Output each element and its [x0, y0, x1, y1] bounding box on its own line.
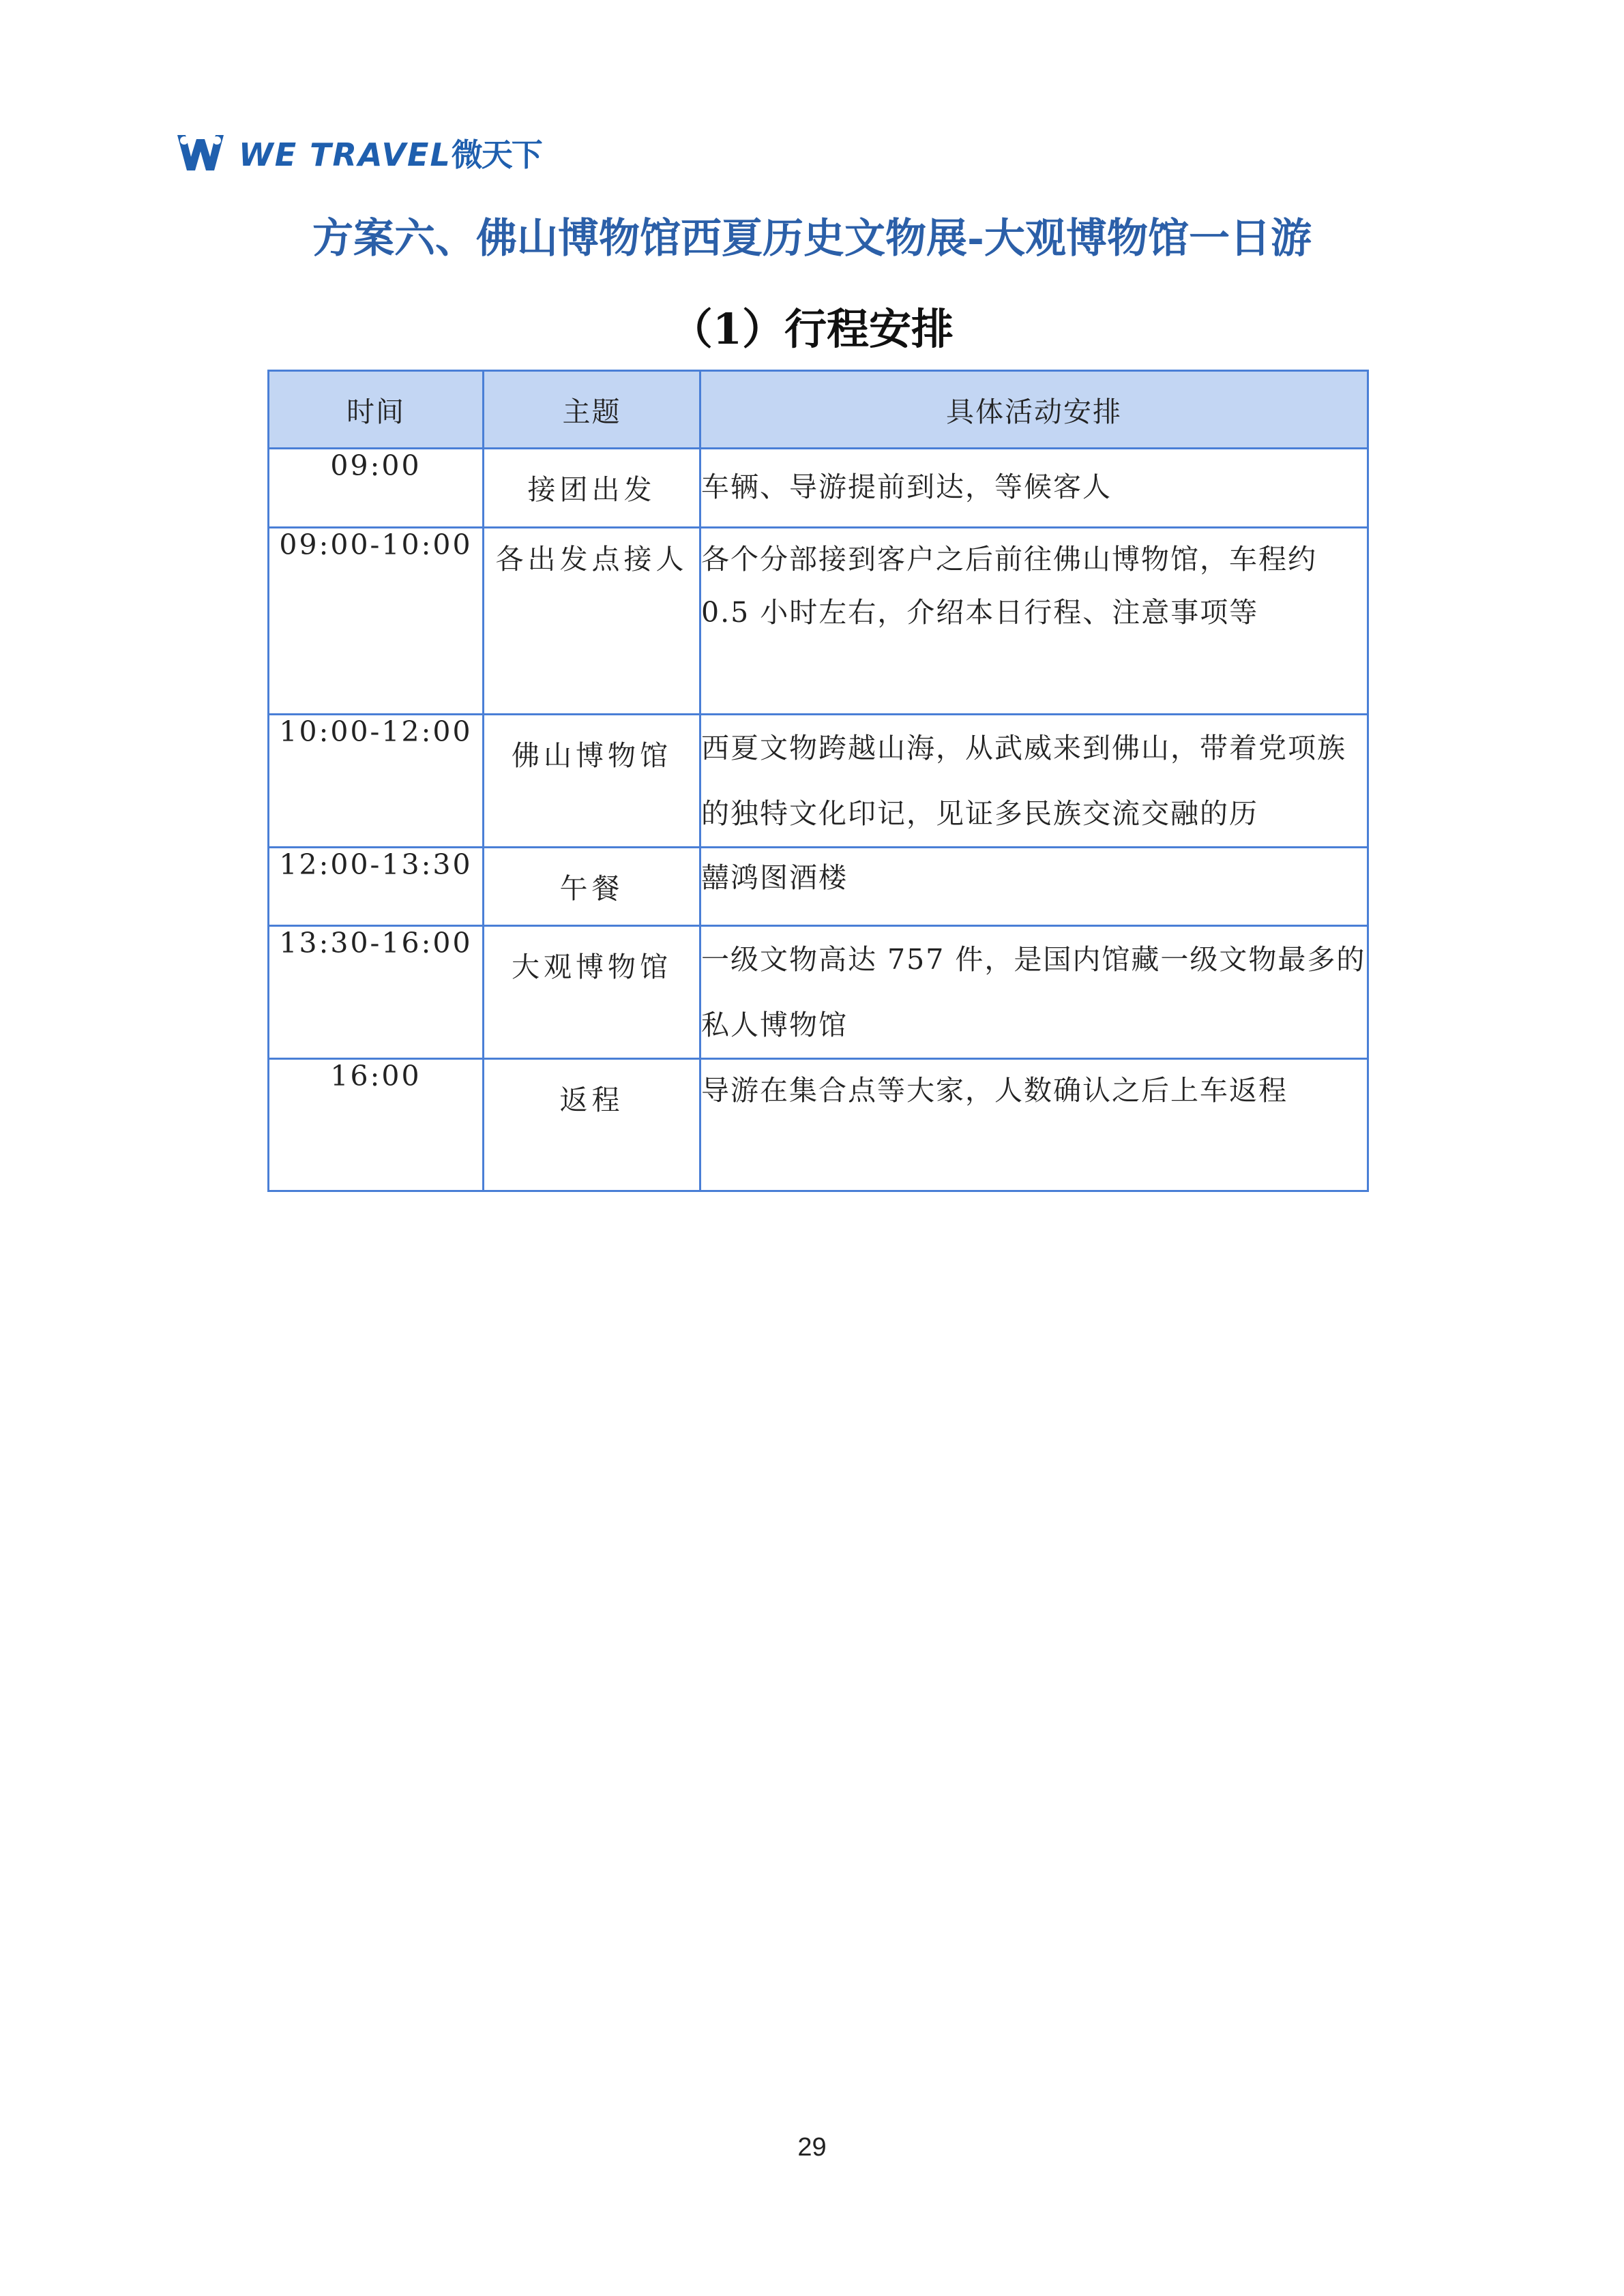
logo-en: WE TRAVEL	[239, 136, 452, 173]
row-topic: 接团出发	[484, 449, 700, 528]
row-activity: 西夏文物跨越山海，从武威来到佛山，带着党项族的独特文化印记，见证多民族交流交融的历	[700, 715, 1368, 848]
row-activity: 一级文物高达 757 件，是国内馆藏一级文物最多的私人博物馆	[700, 926, 1368, 1059]
logo-wordmark	[239, 130, 542, 175]
page-title: 方案六、佛山博物馆西夏历史文物展-大观博物馆一日游	[312, 215, 1312, 263]
table-header-row	[269, 371, 1368, 449]
row-time: 09:00-10:00	[269, 528, 484, 715]
row-activity: 囍鸿图酒楼	[700, 848, 1368, 926]
stylized-w-logo-icon	[175, 131, 229, 175]
row-topic: 午餐	[484, 848, 700, 926]
brand-logo	[175, 127, 542, 179]
header-topic: 主题	[484, 371, 700, 449]
row-time: 13:30-16:00	[269, 926, 484, 1059]
header-time: 时间	[269, 371, 484, 449]
row-topic: 各出发点接人	[484, 528, 700, 715]
row-time: 16:00	[269, 1059, 484, 1191]
table-row	[269, 1059, 1368, 1191]
row-activity: 车辆、导游提前到达，等候客人	[700, 449, 1368, 528]
table-row	[269, 528, 1368, 715]
itinerary-table	[267, 370, 1369, 1192]
table-row	[269, 926, 1368, 1059]
row-activity: 各个分部接到客户之后前往佛山博物馆，车程约 0.5 小时左右，介绍本日行程、注意事项等	[700, 528, 1368, 715]
logo-cn: 微天下	[451, 136, 542, 173]
header-activity: 具体活动安排	[700, 371, 1368, 449]
row-topic: 佛山博物馆	[484, 715, 700, 848]
row-activity: 导游在集合点等大家，人数确认之后上车返程	[700, 1059, 1368, 1191]
table-row	[269, 449, 1368, 528]
section-subtitle: （1）行程安排	[670, 304, 954, 354]
row-time: 10:00-12:00	[269, 715, 484, 848]
row-time: 12:00-13:30	[269, 848, 484, 926]
row-topic: 返程	[484, 1059, 700, 1191]
row-time: 09:00	[269, 449, 484, 528]
page-number: 29	[797, 2133, 827, 2162]
table-row	[269, 848, 1368, 926]
row-topic: 大观博物馆	[484, 926, 700, 1059]
table-row	[269, 715, 1368, 848]
